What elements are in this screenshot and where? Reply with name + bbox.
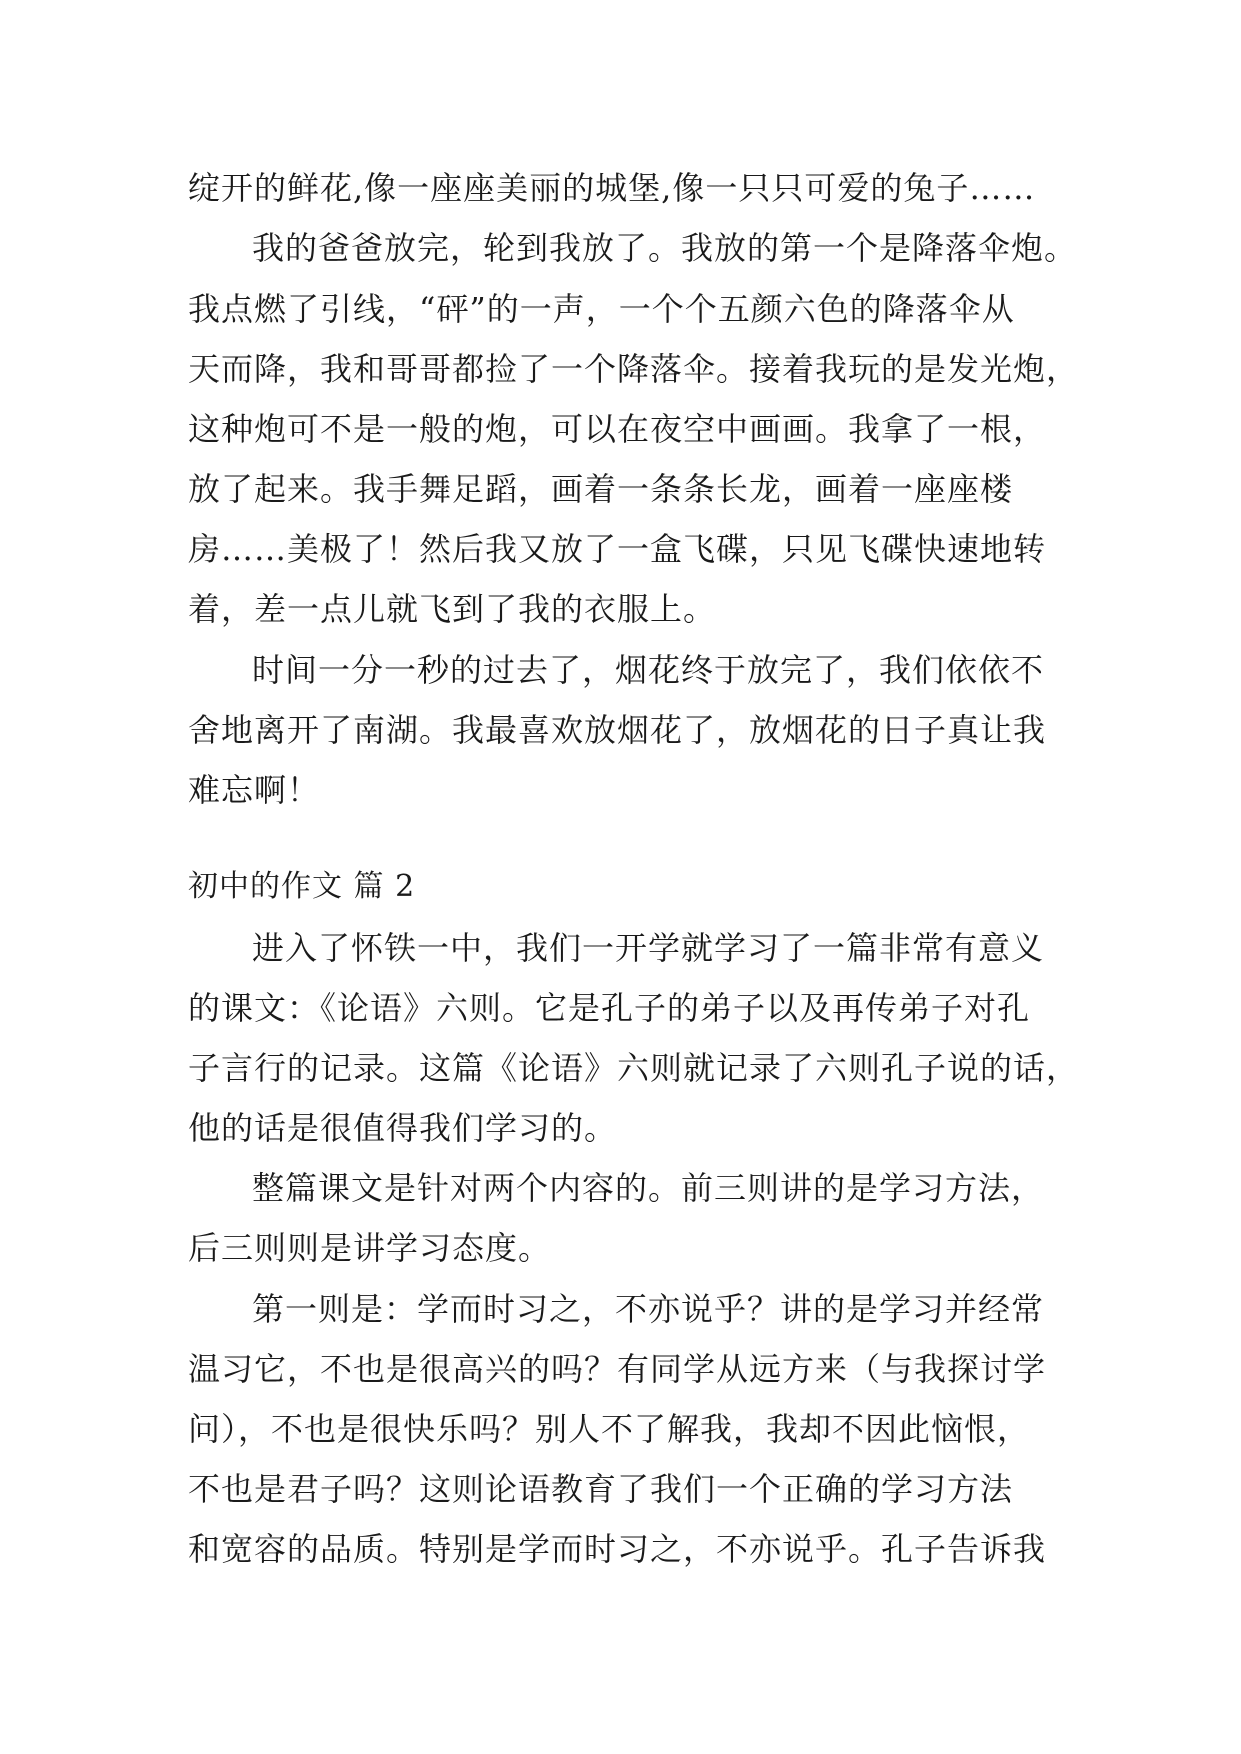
- text-line: 着，差一点儿就飞到了我的衣服上。: [188, 590, 717, 628]
- text-line: 天而降，我和哥哥都捡了一个降落伞。接着我玩的是发光炮，: [188, 350, 1080, 388]
- text-line: 不也是君子吗？这则论语教育了我们一个正确的学习方法: [188, 1470, 1014, 1508]
- section-heading: 初中的作文 篇 2: [188, 869, 416, 904]
- text-line: 舍地离开了南湖。我最喜欢放烟花了，放烟花的日子真让我: [188, 711, 1047, 749]
- paragraph-start-line: 整篇课文是针对两个内容的。前三则讲的是学习方法，: [252, 1169, 1045, 1207]
- text-line: 难忘啊！: [188, 771, 321, 809]
- paragraph-start-line: 进入了怀铁一中，我们一开学就学习了一篇非常有意义: [252, 929, 1045, 967]
- text-line: 我点燃了引线，“砰”的一声，一个个五颜六色的降落伞从: [188, 290, 1015, 328]
- text-line: 温习它，不也是很高兴的吗？有同学从远方来（与我探讨学: [188, 1350, 1047, 1388]
- paragraph-start-line: 我的爸爸放完，轮到我放了。我放的第一个是降落伞炮。: [252, 229, 1078, 267]
- text-line: 问），不也是很快乐吗？别人不了解我，我却不因此恼恨，: [188, 1410, 1031, 1448]
- text-line: 房……美极了！然后我又放了一盒飞碟，只见飞碟快速地转: [188, 530, 1047, 568]
- text-line: 他的话是很值得我们学习的。: [188, 1109, 618, 1147]
- text-line: 这种炮可不是一般的炮，可以在夜空中画画。我拿了一根，: [188, 410, 1047, 448]
- text-line: 的课文：《论语》六则。它是孔子的弟子以及再传弟子对孔: [188, 989, 1031, 1027]
- text-line: 子言行的记录。这篇《论语》六则就记录了六则孔子说的话，: [188, 1049, 1080, 1087]
- paragraph-start-line: 时间一分一秒的过去了，烟花终于放完了，我们依依不: [252, 651, 1045, 689]
- text-line: 绽开的鲜花,像一座座美丽的城堡,像一只只可爱的兔子……: [188, 169, 1036, 207]
- text-line: 放了起来。我手舞足蹈，画着一条条长龙，画着一座座楼: [188, 470, 1014, 508]
- text-line: 后三则则是讲学习态度。: [188, 1229, 552, 1267]
- text-line: 和宽容的品质。特别是学而时习之，不亦说乎。孔子告诉我: [188, 1530, 1047, 1568]
- paragraph-start-line: 第一则是：学而时习之，不亦说乎？讲的是学习并经常: [252, 1290, 1045, 1328]
